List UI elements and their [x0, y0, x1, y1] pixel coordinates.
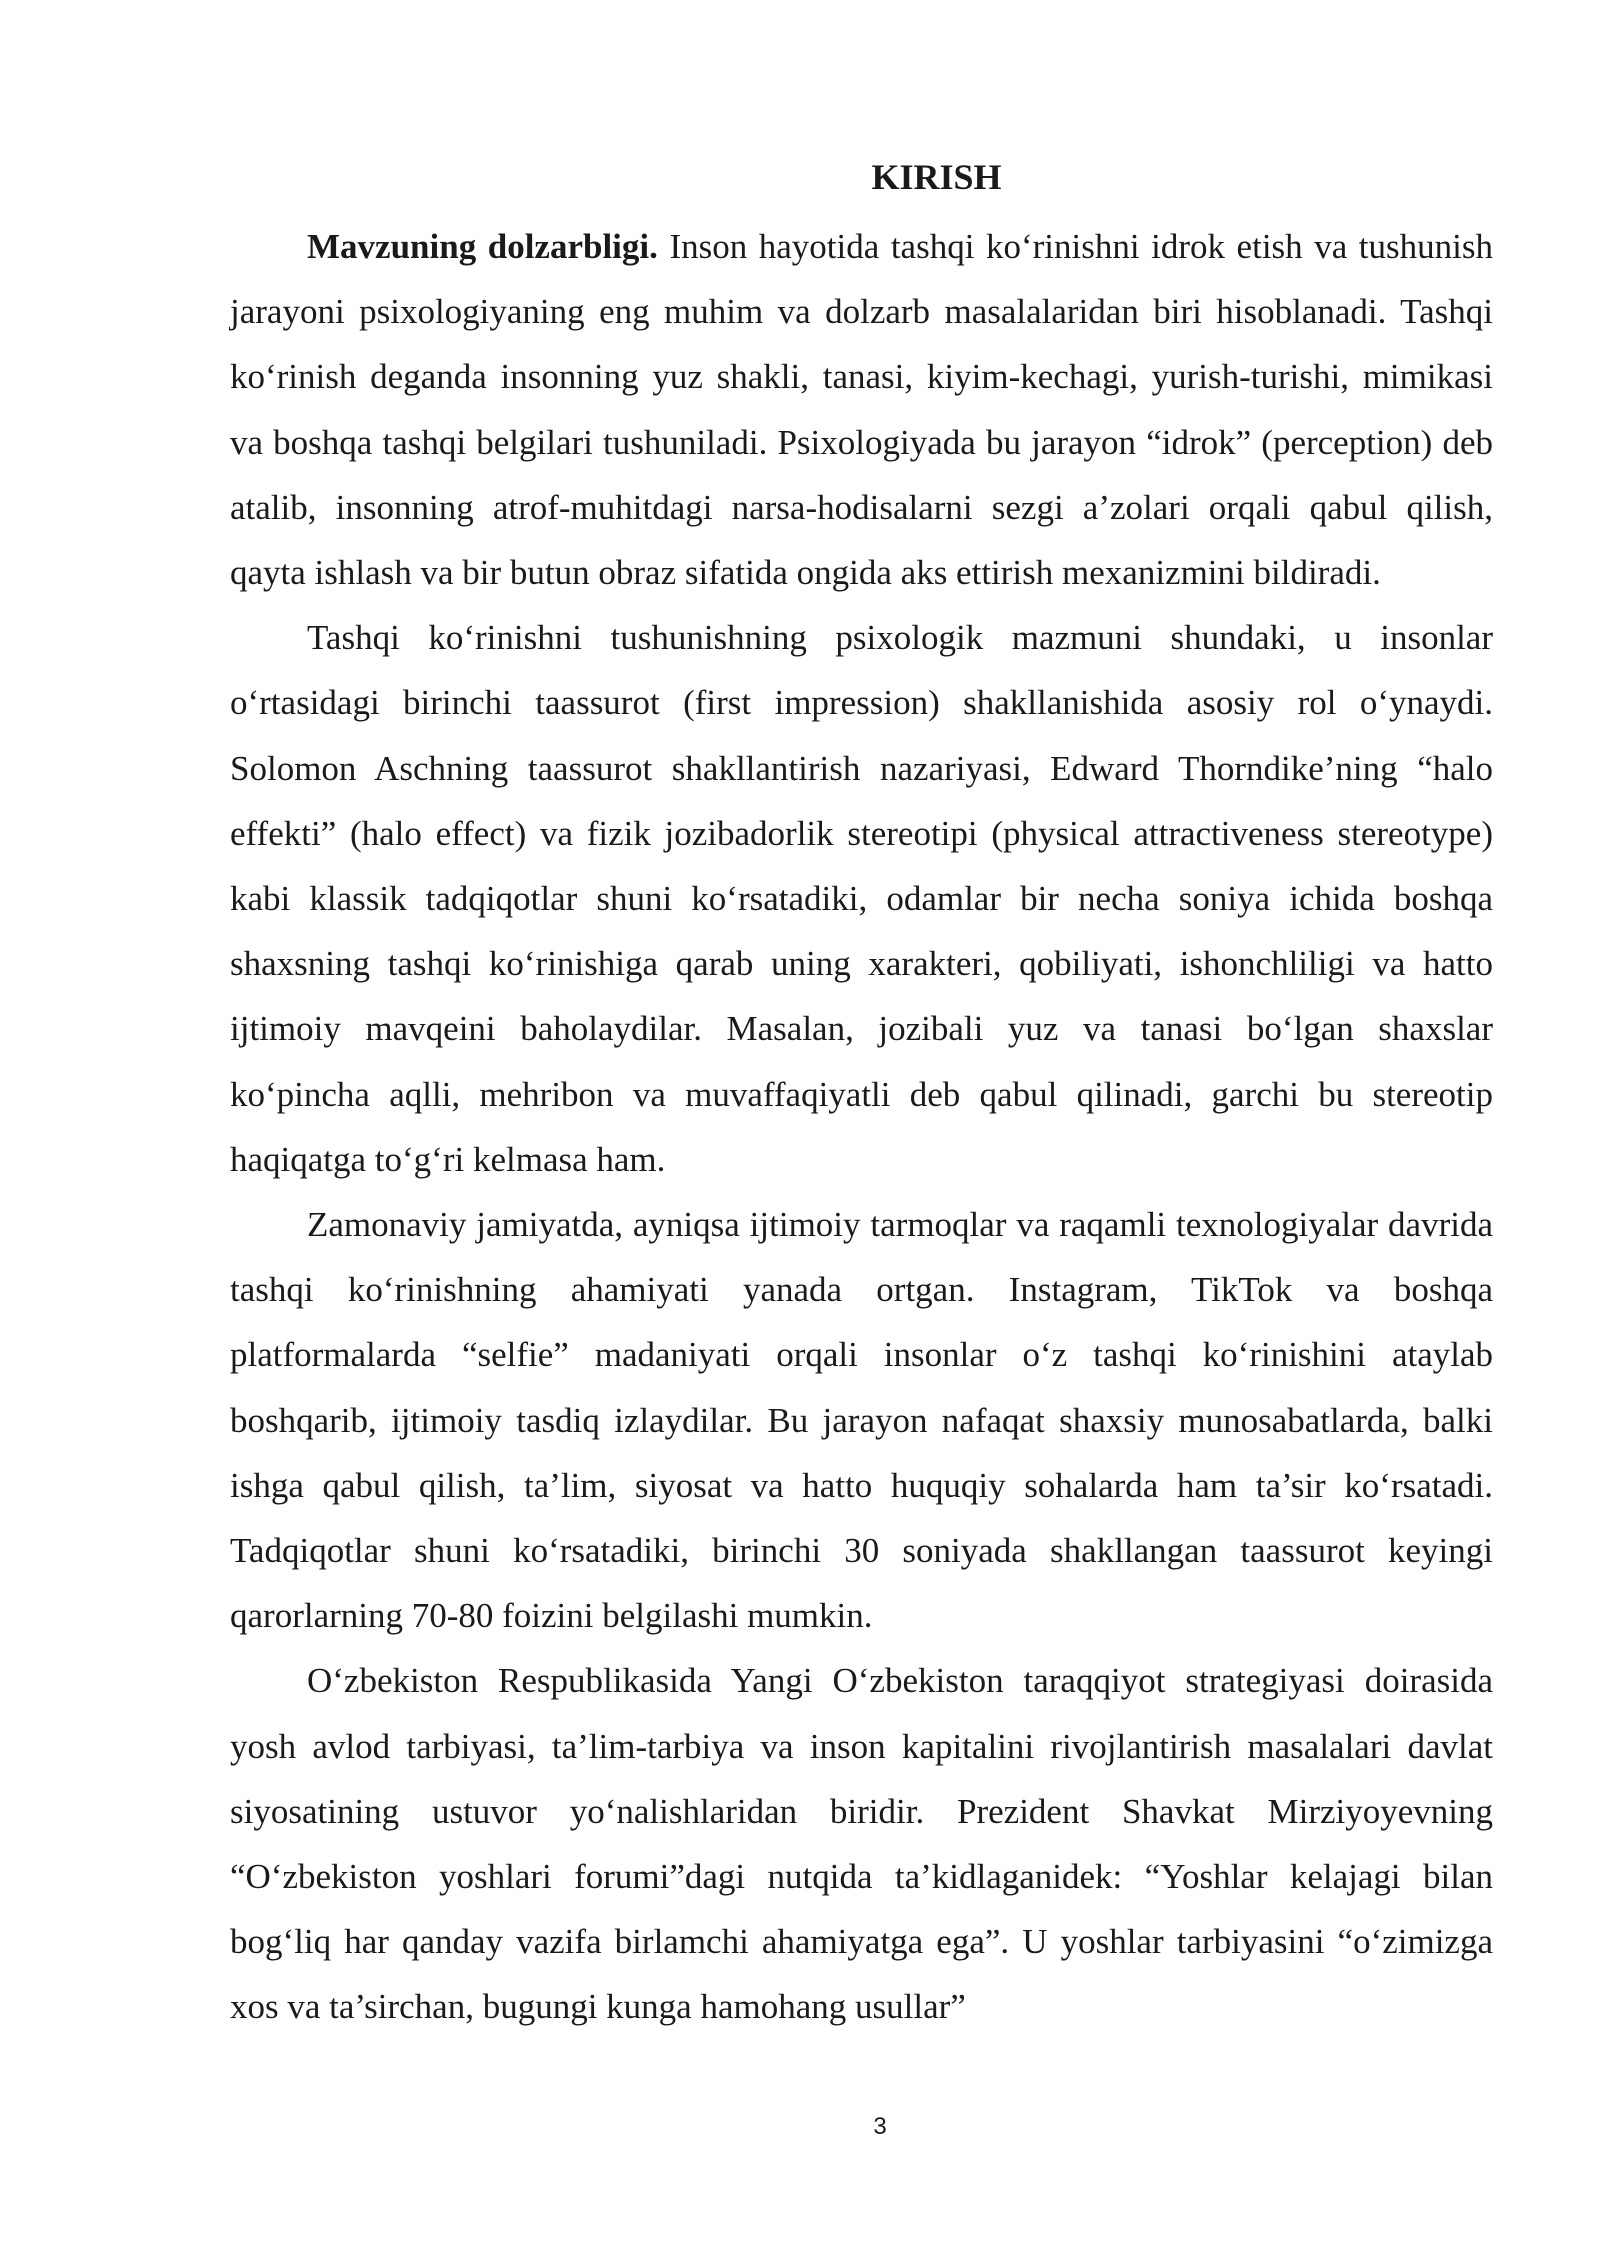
paragraph-3: Zamonaviy jamiyatda, ayniqsa ijtimoiy tarmoqlar va raqamli texnologiyalar davrida tashqi ko‘rinishning ahamiyati yanada ortgan. Instagram, TikTok va boshqa platformalarda “selfie” madaniyati orqali insonlar o‘z tashqi ko‘rinishini ataylab boshqarib, ijtimoiy tasdiq izlaydilar. Bu jarayon nafaqat shaxsiy munosabatlarda, balki ishga qabul qilish, ta’lim, siyosat va hatto huquqiy sohalarda ham ta’sir ko‘rsatadi. Tadqiqotlar shuni ko‘rsatadiki, birinchi 30 soniyada shakllangan taassurot keyingi qarorlarning 70-80 foizini belgilashi mumkin. — [230, 1205, 1493, 1636]
section-heading: KIRISH — [871, 157, 1002, 197]
paragraph-2: Tashqi ko‘rinishni tushunishning psixologik mazmuni shundaki, u insonlar o‘rtasidagi birinchi taassurot (first impression) shakllanishida asosiy rol o‘ynaydi. Solomon Aschning taassurot shakllantirish nazariyasi, Edward Thorndike’ning “halo effekti” (halo effect) va fizik jozibadorlik stereotipi (physical attractiveness stereotype) kabi klassik tadqiqotlar shuni ko‘rsatadiki, odamlar bir necha soniya ichida boshqa shaxsning tashqi ko‘rinishiga qarab uning xarakteri, qobiliyati, ishonchliligi va hatto ijtimoiy mavqeini baholaydilar. Masalan, jozibali yuz va tanasi bo‘lgan shaxslar ko‘pincha aqlli, mehribon va muvaffaqiyatli deb qabul qilinadi, garchi bu stereotip haqiqatga to‘g‘ri kelmasa ham. — [230, 618, 1493, 1179]
paragraph-1 — [230, 214, 1493, 605]
paragraph-4: O‘zbekiston Respublikasida Yangi O‘zbekiston taraqqiyot strategiyasi doirasida yosh avlod tarbiyasi, ta’lim-tarbiya va inson kapitalini rivojlantirish masalalari davlat siyosatining ustuvor yo‘nalishlaridan biridir. Prezident Shavkat Mirziyoyevning “O‘zbekiston yoshlari forumi”dagi nutqida ta’kidlaganidek: “Yoshlar kelajagi bilan bog‘liq har qanday vazifa birlamchi ahamiyatga ega”. U yoshlar tarbiyasini “o‘zimizga xos va ta’sirchan, bugungi kunga hamohang usullar” — [230, 1661, 1493, 2027]
paragraph-lead: Mavzuning dolzarbligi. — [307, 227, 658, 266]
page-content — [230, 150, 1493, 2040]
page-number: 3 — [873, 2113, 887, 2140]
paragraph-text: Inson hayotida tashqi ko‘rinishni idrok etish va tushunish jarayoni psixologiyaning eng muhim va dolzarb masalalaridan biri hisoblanadi. Tashqi ko‘rinish deganda insonning yuz shakli, tanasi, kiyim-kechagi, yurish-turishi, mimikasi va boshqa tashqi belgilari tushuniladi. Psixologiyada bu jarayon “idrok” (perception) deb atalib, insonning atrof-muhitdagi narsa-hodisalarni sezgi a’zolari orqali qabul qilish, qayta ishlash va bir butun obraz sifatida ongida aks ettirish mexanizmini bildiradi. — [230, 227, 1493, 593]
